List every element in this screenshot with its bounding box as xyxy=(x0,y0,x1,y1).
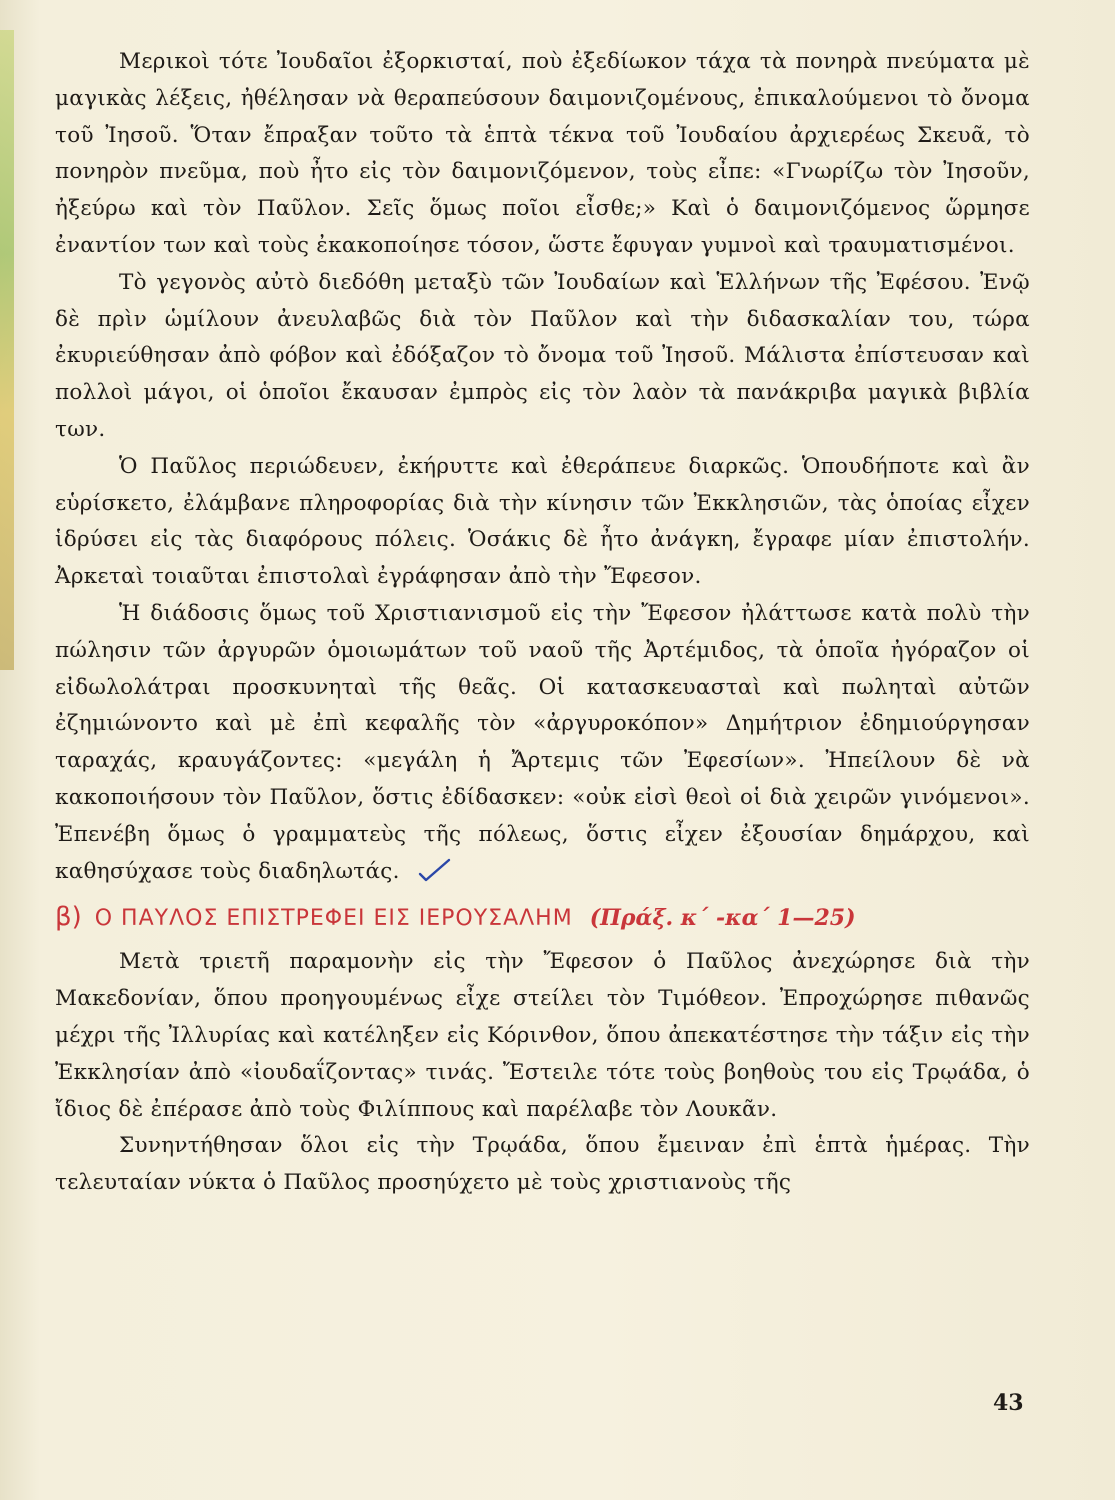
checkmark-icon xyxy=(418,858,452,882)
section-heading xyxy=(55,896,1030,940)
paragraph-5: Μετὰ τριετῆ παραμονὴν εἰς τὴν Ἔφεσον ὁ Παῦλος ἀνεχώρησε διὰ τὴν Μακεδονίαν, ὅπου προηγουμένως εἶχε στείλει τὸν Τιμόθεον. Ἐπροχώρησε πιθανῶς μέχρι τῆς Ἰλλυρίας καὶ κατέληξεν εἰς Κόρινθον, ὅπου ἀπεκατέστησε τὴν τάξιν εἰς τὴν Ἐκκλησίαν ἀπὸ «ἰουδαΐζοντας» τινάς. Ἔστειλε τότε τοὺς βοηθοὺς του εἰς Τρῳάδα, ὁ ἴδιος δὲ ἐπέρασε ἀπὸ τοὺς Φιλίππους καὶ παρέλαβε τὸν Λουκᾶν. xyxy=(55,949,1030,1122)
page-number: 43 xyxy=(993,1390,1024,1416)
paragraph-4-text: Ἡ διάδοσις ὅμως τοῦ Χριστιανισμοῦ εἰς τὴν Ἔφεσον ἠλάττωσε κατὰ πολὺ τὴν πώλησιν τῶν ἀργυρῶν ὁμοιωμάτων τοῦ ναοῦ τῆς Ἀρτέμιδος, τὰ ὁποῖα ἠγόραζον οἱ εἰδωλολάτραι προσκυνηταὶ τῆς θεᾶς. Οἱ κατασκευασταὶ καὶ πωληταὶ αὐτῶν ἐζημιώνοντο καὶ μὲ ἐπὶ κεφαλῆς τὸν «ἀργυροκόπον» Δημήτριον ἐδημιούργησαν ταραχάς, κραυγάζοντες: «μεγάλη ἡ Ἄρτεμις τῶν Ἐφεσίων». Ἠπείλουν δὲ νὰ κακοποιήσουν τὸν Παῦλον, ὅστις ἐδίδασκεν: «οὐκ εἰσὶ θεοὶ οἱ διὰ χειρῶν γινόμενοι». Ἐπενέβη ὅμως ὁ γραμματεὺς τῆς πόλεως, ὅστις εἶχεν ἐξουσίαν δημάρχου, καὶ καθησύχασε τοὺς διαδηλωτάς. xyxy=(55,600,1030,884)
section-reference: (Πράξ. κ΄ -κα΄ 1—25) xyxy=(589,905,856,932)
page-content xyxy=(55,44,1030,1202)
adjacent-page-edge xyxy=(0,30,14,670)
paragraph-3: Ὁ Παῦλος περιώδευεν, ἐκήρυττε καὶ ἐθεράπευε διαρκῶς. Ὁπουδήποτε καὶ ἂν εὑρίσκετο, ἐλάμβανε πληροφορίας διὰ τὴν κίνησιν τῶν Ἐκκλησιῶν, τὰς ὁποίας εἶχεν ἱδρύσει εἰς τὰς διαφόρους πόλεις. Ὁσάκις δὲ ἦτο ἀνάγκη, ἔγραφε μίαν ἐπιστολήν. Ἀρκεταὶ τοιαῦται ἐπιστολαὶ ἐγράφησαν ἀπὸ τὴν Ἔφεσον. xyxy=(55,453,1030,590)
paragraph-4 xyxy=(55,596,1030,890)
paragraph-2: Τὸ γεγονὸς αὐτὸ διεδόθη μεταξὺ τῶν Ἰουδαίων καὶ Ἑλλήνων τῆς Ἐφέσου. Ἐνῷ δὲ πρὶν ὡμίλουν ἀνευλαβῶς διὰ τὸν Παῦλον καὶ τὴν διδασκαλίαν του, τώρα ἐκυριεύθησαν ἀπὸ φόβον καὶ ἐδόξαζον τὸ ὄνομα τοῦ Ἰησοῦ. Μάλιστα ἐπίστευσαν καὶ πολλοὶ μάγοι, οἱ ὁποῖοι ἔκαυσαν ἐμπρὸς εἰς τὸν λαὸν τὰ πανάκριβα μαγικὰ βιβλία των. xyxy=(55,269,1030,442)
paragraph-1: Μερικοὶ τότε Ἰουδαῖοι ἐξορκισταί, ποὺ ἐξεδίωκον τάχα τὰ πονηρὰ πνεύματα μὲ μαγικὰς λέξεις, ἠθέλησαν νὰ θεραπεύσουν δαιμονιζομένους, ἐπικαλούμενοι τὸ ὄνομα τοῦ Ἰησοῦ. Ὅταν ἔπραξαν τοῦτο τὰ ἑπτὰ τέκνα τοῦ Ἰουδαίου ἀρχιερέως Σκευᾶ, τὸ πονηρὸν πνεῦμα, ποὺ ἦτο εἰς τὸν δαιμονιζόμενον, τοὺς εἶπε: «Γνωρίζω τὸν Ἰησοῦν, ἠξεύρω καὶ τὸν Παῦλον. Σεῖς ὅμως ποῖοι εἶσθε;» Καὶ ὁ δαιμονιζόμενος ὥρμησε ἐναντίον των καὶ τοὺς ἐκακοποίησε τόσον, ὥστε ἔφυγαν γυμνοὶ καὶ τραυματισμένοι. xyxy=(55,49,1030,258)
section-marker: β) xyxy=(55,902,82,933)
section-title: Ο ΠΑΥΛΟΣ ΕΠΙΣΤΡΕΦΕΙ ΕΙΣ ΙΕΡΟΥΣΑΛΗΜ xyxy=(94,906,573,932)
paragraph-6: Συνηντήθησαν ὅλοι εἰς τὴν Τρῳάδα, ὅπου ἔμειναν ἐπὶ ἑπτὰ ἡμέρας. Τὴν τελευταίαν νύκτα ὁ Παῦλος προσηύχετο μὲ τοὺς χριστιανοὺς τῆς xyxy=(55,1133,1030,1196)
